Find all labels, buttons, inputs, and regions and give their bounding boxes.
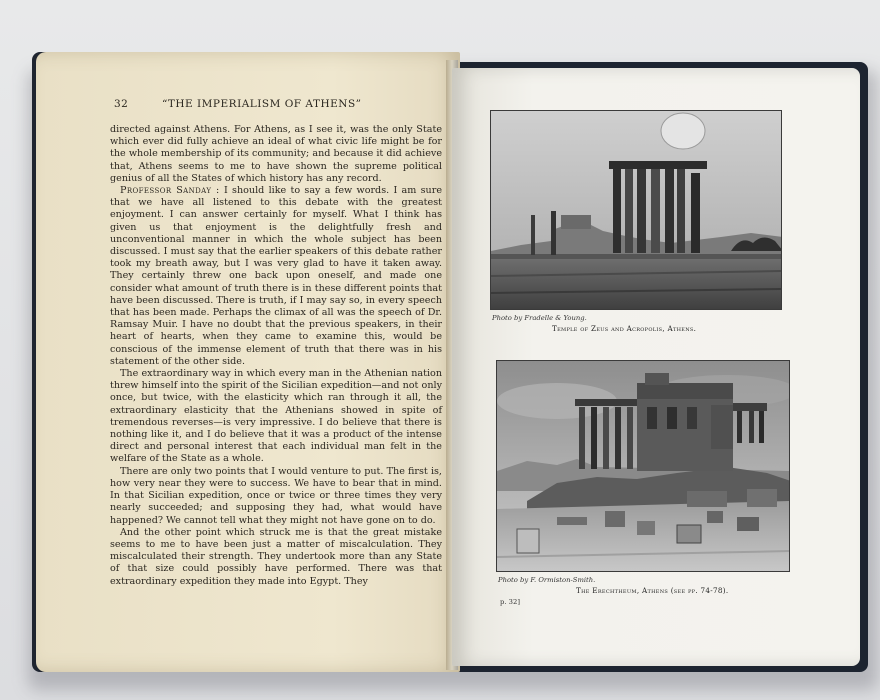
photo1-caption: Temple of Zeus and Acropolis, Athens.: [552, 324, 697, 333]
running-title: “THE IMPERIALISM OF ATHENS”: [162, 98, 362, 110]
body-text: [110, 124, 442, 588]
plate-page-reference: p. 32]: [500, 598, 520, 606]
erechtheum-photo-image: [497, 361, 790, 572]
paragraph-4: There are only two points that I would venture to put. The first is, how very near they were to success. We have to bear that in mind. In that Sicilian expedition, once or twice or three times they very nearly succeeded; and supposing they had, what would have happened? We cannot tell what they might not have gone on to do.: [110, 465, 442, 526]
temple-of-zeus-photo: [490, 110, 782, 310]
left-page: [36, 52, 460, 672]
photo2-caption: The Erechtheum, Athens (see pp. 74-78).: [576, 586, 729, 595]
running-header: [114, 98, 434, 114]
paragraph-3: The extraordinary way in which every man in the Athenian nation threw himself into the spirit of the Sicilian expedition—and not only once, but twice, with the elasticity which ran through it all, the extraordinary elasticity that the Athenians showed in spite of tremendous reverses—is very impressive. I do believe that there is nothing like it, and I do believe that it was a product of the intense direct and personal interest that each individual man felt in the welfare of the State as a whole.: [110, 368, 442, 465]
right-page: [452, 68, 860, 666]
page-number: 32: [114, 98, 129, 110]
temple-photo-image: [491, 111, 782, 310]
erechtheum-photo: [496, 360, 790, 572]
paragraph-2: [110, 185, 442, 368]
paragraph-1: directed against Athens. For Athens, as I see it, was the only State which ever did fully achieve an ideal of what civic life might be for the whole membership of its community; and because it did achieve that, Athens seems to me to have shown the supreme political genius of all the States of which history has any record.: [110, 124, 442, 184]
paragraph-2-text: I should like to say a few words. I am sure that we have all listened to this debate with the greatest enjoyment. I can answer certainly for myself. What I think has given us that enjoyment is the delightfully fresh and unconventional manner in which the whole subject has been discussed. I must say that the earlier speakers of this debate rather took my breath away, but I was very glad to have it taken away. They certainly threw one back upon oneself, and made one consider what amount of truth there is in these different points that have been discussed. There is truth, if I may say so, in every speech that has been made. Perhaps the climax of all was the speech of Dr. Ramsay Muir. I have no doubt that the previous speakers, in their heart of hearts, when they came to examine this, would be conscious of the immense element of truth that there was in his statement of the other side.: [110, 185, 442, 367]
paragraph-5: And the other point which struck me is that the great mistake seems to me to have been just a matter of miscalculation. They miscalculated their strength. They undertook more than any State of that size could possibly have performed. There was that extraordinary expedition they made into Egypt. They: [110, 526, 442, 587]
photo1-credit: Photo by Fradelle & Young.: [492, 314, 587, 322]
speaker-name: Professor Sanday :: [120, 185, 220, 197]
photo2-credit: Photo by F. Ormiston-Smith.: [498, 576, 596, 584]
